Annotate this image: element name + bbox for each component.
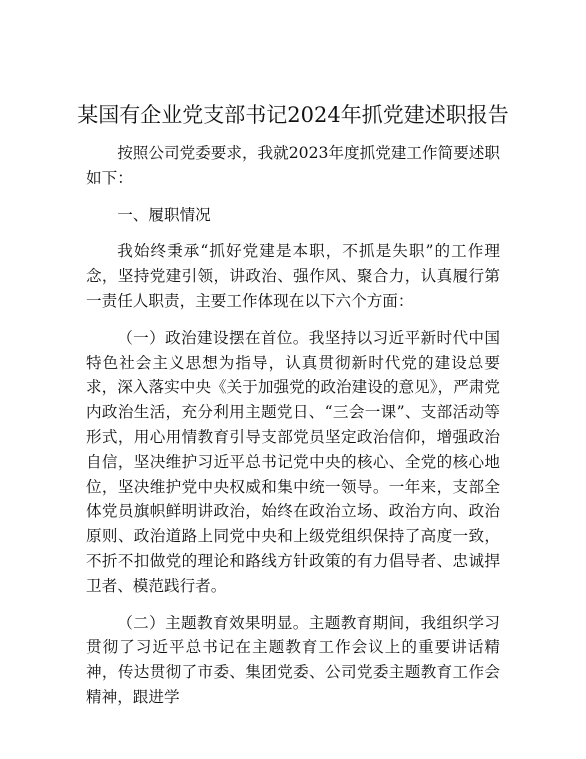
- spacer: [86, 599, 500, 611]
- section-heading: 一、履职情况: [117, 205, 211, 224]
- section-intro-paragraph: 我始终秉承“抓好党建是本职，不抓是失职”的工作理念，坚持党建引领，讲政治、强作风、聚合力，认真履行第一责任人职责，主要工作体现在以下六个方面：: [86, 242, 500, 310]
- document-title: 某国有企业党支部书记2024年抓党建述职报告: [77, 103, 509, 127]
- item-paragraph-2: （二）主题教育效果明显。主题教育期间，我组织学习贯彻了习近平总书记在主题教育工作会议上的重要讲话精神，传达贯彻了市委、集团党委、公司党委主题教育工作会精神，跟进学: [86, 613, 500, 706]
- item-paragraph-1: （一）政治建设摆在首位。我坚持以习近平新时代中国特色社会主义思想为指导，认真贯彻新时代党的建设总要求，深入落实中央《关于加强党的政治建设的意见》，严肃党内政治生活，充分利用主题党日、“三会一课”、支部活动等形式，用心用情教育引导支部党员坚定政治信仰，增强政治自信，坚决维护习近平总书记党中央的核心、全党的核心地位，坚决维护党中央权威和集中统一领导。一年来，支部全体党员旗帜鲜明讲政治，始终在政治立场、政治方向、政治原则、政治道路上同党中央和上级党组织保持了高度一致，不折不扣做党的理论和路线方针政策的有力倡导者、忠诚捍卫者、模范践行者。: [86, 328, 500, 595]
- spacer: [86, 227, 500, 239]
- spacer: [86, 191, 500, 203]
- intro-paragraph: 按照公司党委要求，我就2023年度抓党建工作简要述职如下：: [86, 144, 500, 187]
- spacer: [86, 314, 500, 326]
- document-body: [86, 141, 500, 710]
